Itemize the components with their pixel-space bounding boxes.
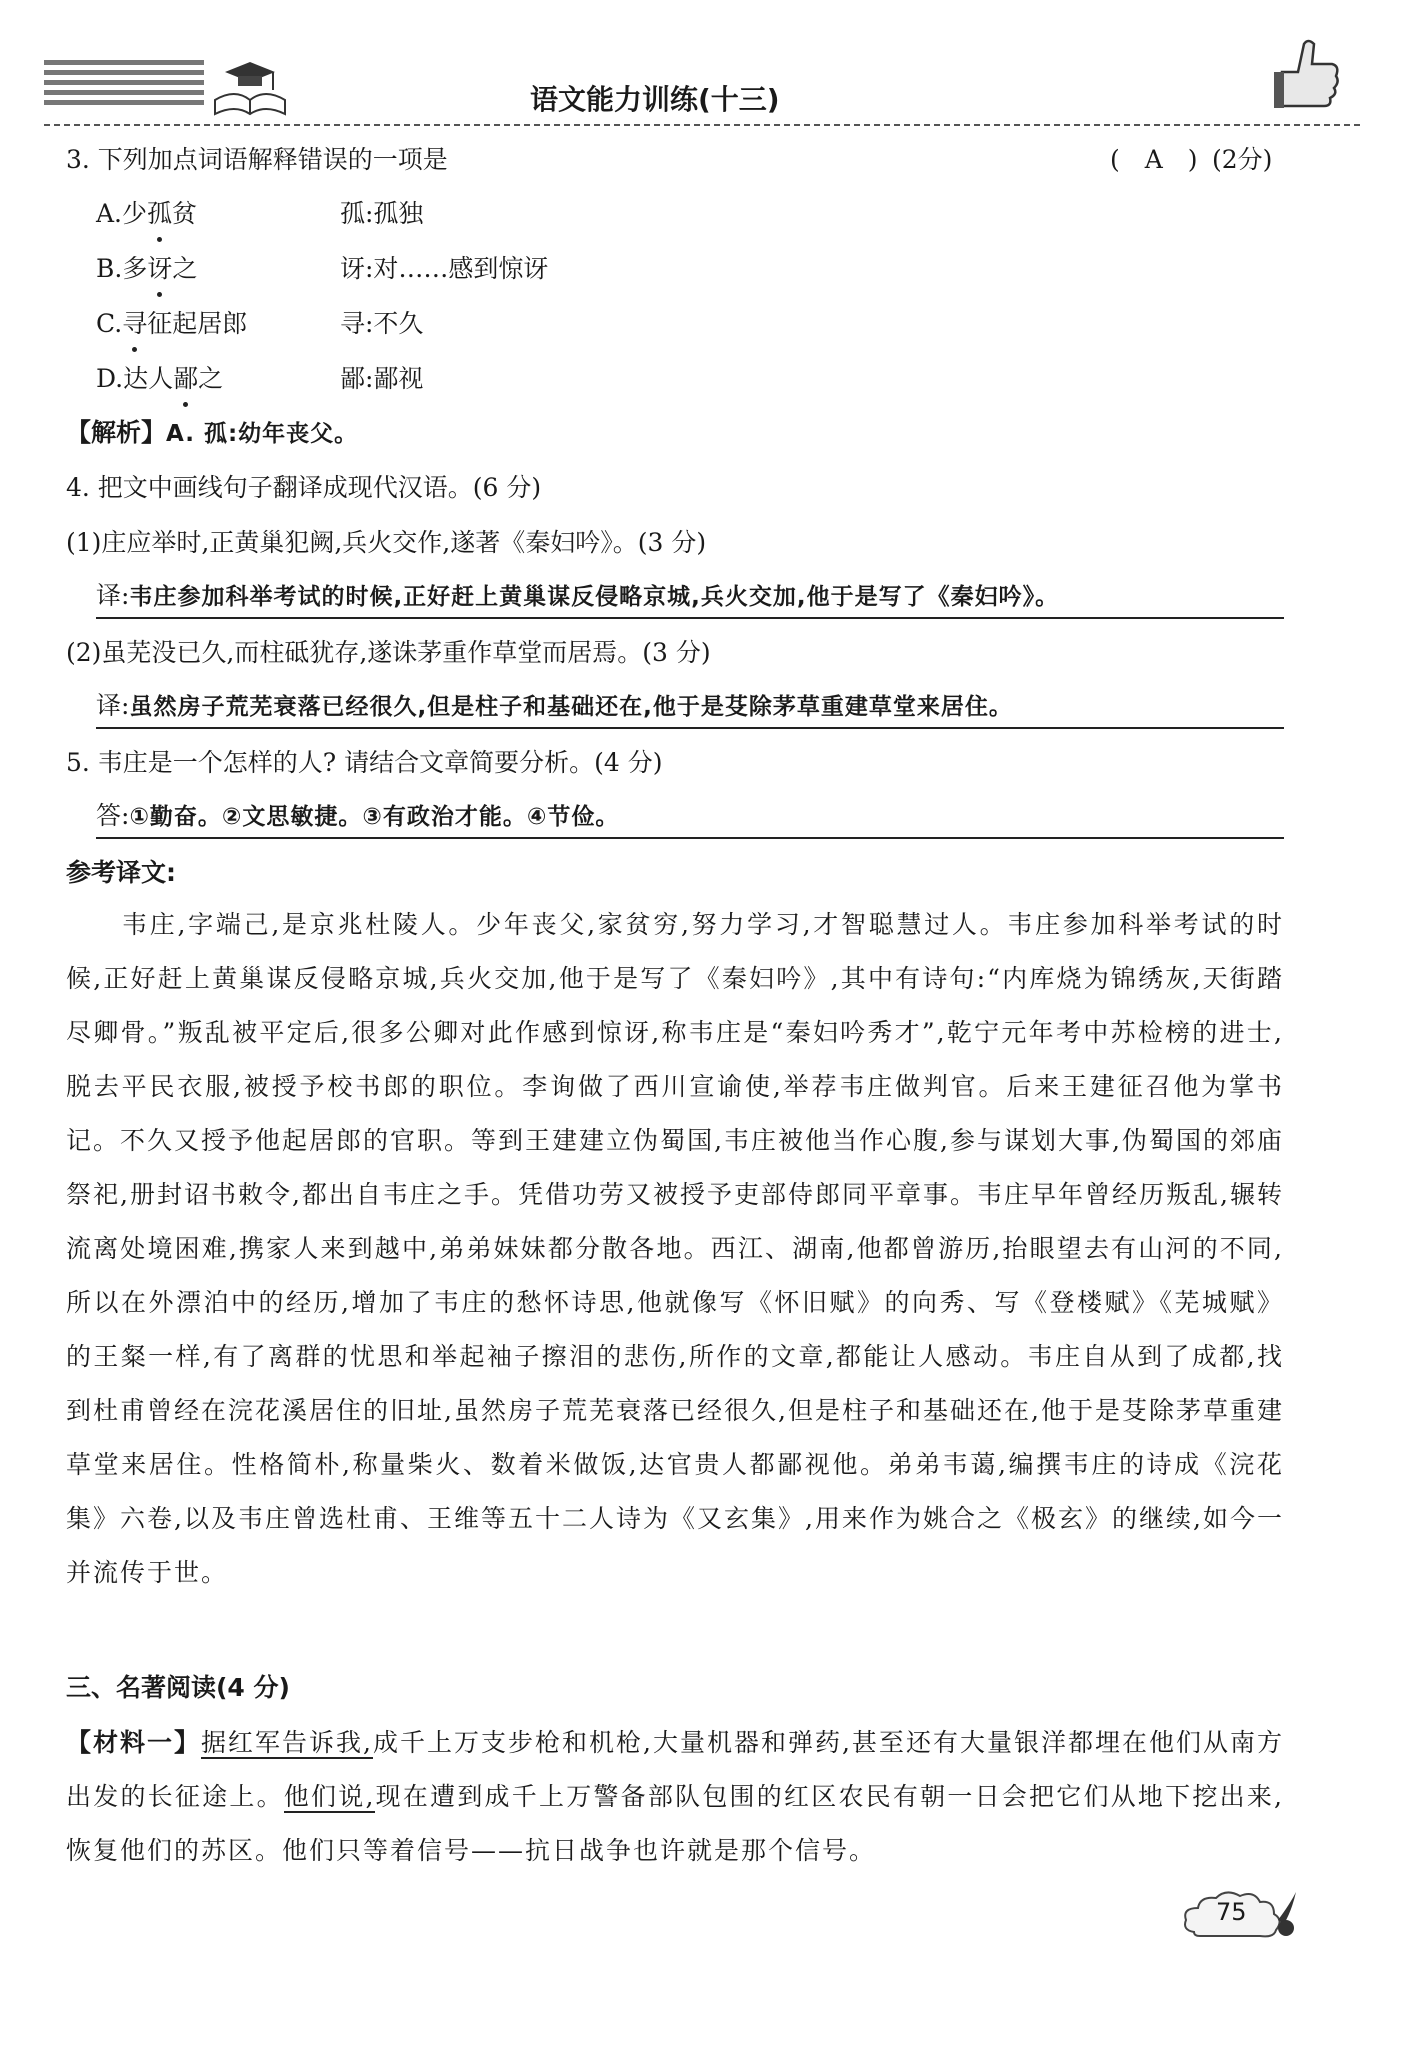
page-number: 75 (1216, 1898, 1247, 1926)
header-title: 语文能力训练(十三) (530, 83, 780, 116)
option-post: 之 (198, 364, 224, 393)
q3-option-a (96, 194, 197, 234)
option-post: 贫 (172, 199, 198, 228)
translation-label: 译: (96, 691, 130, 720)
option-pre: 多 (122, 254, 148, 283)
translation-text: 虽然房子荒芜衰落已经很久,但是柱子和基础还在,他于是芟除茅草重建草堂来居住。 (129, 694, 1013, 720)
option-letter: D. (96, 364, 124, 393)
q4-sentence-1: (1)庄应举时,正黄巢犯阙,兵火交作,遂著《秦妇吟》。(3 分) (66, 528, 707, 557)
q4-translation-1 (96, 576, 1284, 619)
page-number-badge (1180, 1884, 1300, 1946)
material-1-label: 【材料一】 (66, 1728, 202, 1757)
q5-stem: 5. 韦庄是一个怎样的人? 请结合文章简要分析。(4 分) (66, 748, 663, 777)
answer-text: ①勤奋。②文思敏捷。③有政治才能。④节俭。 (129, 804, 620, 830)
thumbs-up-icon (1268, 32, 1348, 116)
reference-text: 韦庄,字端己,是京兆杜陵人。少年丧父,家贫穷,努力学习,才智聪慧过人。韦庄参加科举考试的时候,正好赶上黄巢谋反侵略京城,兵火交加,他于是写了《秦妇吟》,其中有诗句:“内库烧为锦绣灰,天街踏尽卿骨。”叛乱被平定后,很多公卿对此作感到惊讶,称韦庄是“秦妇吟秀才”,乾宁元年考中苏检榜的进士,脱去平民衣服,被授予校书郎的职位。李询做了西川宣谕使,举荐韦庄做判官。后来王建征召他为掌书记。不久又授予他起居郎的官职。等到王建建立伪蜀国,韦庄被他当作心腹,参与谋划大事,伪蜀国的郊庙祭祀,册封诏书敕令,都出自韦庄之手。凭借功劳又被授予吏部侍郎同平章事。韦庄早年曾经历叛乱,辗转流离处境困难,携家人来到越中,弟弟妹妹都分散各地。西江、湖南,他都曾游历,抬眼望去有山河的不同,所以在外漂泊中的经历,增加了韦庄的愁怀诗思,他就像写《怀旧赋》的向秀、写《登楼赋》《芜城赋》的王粲一样,有了离群的忧思和举起袖子擦泪的悲伤,所作的文章,都能让人感动。韦庄自从到了成都,找到杜甫曾经在浣花溪居住的旧址,虽然房子荒芜衰落已经很久,但是柱子和基础还在,他于是芟除茅草重建草堂来居住。性格简朴,称量柴火、数着米做饭,达官贵人都鄙视他。弟弟韦蔼,编撰韦庄的诗成《浣花集》六卷,以及韦庄曾选杜甫、王维等五十二人诗为《又玄集》,用来作为姚合之《极玄》的继续,如今一并流传于世。 (66, 910, 1284, 1587)
q3-option-d (96, 359, 223, 399)
q3-analysis (66, 413, 358, 454)
answer-label: 答: (96, 801, 130, 830)
analysis-label: 【解析】 (66, 418, 167, 447)
q3-stem: 3. 下列加点词语解释错误的一项是 (66, 145, 448, 174)
material-1-underline-1: 据红军告诉我, (201, 1728, 373, 1757)
dotted-word: 寻 (122, 304, 147, 344)
q4-translation-2 (96, 686, 1284, 729)
option-post: 之 (172, 254, 198, 283)
graduation-cap-icon (205, 58, 295, 118)
option-letter: B. (96, 254, 123, 283)
option-pre: 少 (122, 199, 148, 228)
option-letter: C. (96, 309, 123, 338)
q3-option-c-gloss: 寻:不久 (340, 309, 424, 338)
translation-text: 韦庄参加科举考试的时候,正好赶上黄巢谋反侵略京城,兵火交加,他于是写了《秦妇吟》。 (129, 584, 1060, 610)
q3-option-d-gloss: 鄙:鄙视 (340, 364, 424, 393)
analysis-text: A. 孤:幼年丧父。 (166, 421, 359, 447)
header-dashed-rule (44, 124, 1360, 126)
material-1-text-2: 现在遭到成千上万警备部队包围的红区农民有朝一日会把它们从地下挖出来,恢复他们的苏区。他们只等着信号——抗日战争也许就是那个信号。 (66, 1782, 1284, 1865)
q3-answer: ( A ) (1110, 145, 1198, 174)
dotted-word: 鄙 (173, 359, 198, 399)
q3-option-b (96, 249, 197, 289)
material-1 (66, 1716, 1284, 1878)
dotted-word: 孤 (147, 194, 172, 234)
q3-score: (2分) (1212, 145, 1273, 174)
q3-option-b-gloss: 讶:对……感到惊讶 (340, 254, 549, 283)
q3-option-a-gloss: 孤:孤独 (340, 199, 424, 228)
reference-body (66, 898, 1284, 1600)
header-stripes (44, 60, 204, 110)
section-3-heading: 三、名著阅读(4 分) (66, 1673, 290, 1702)
q4-sentence-2: (2)虽芜没已久,而柱砥犹存,遂诛茅重作草堂而居焉。(3 分) (66, 638, 711, 667)
q4-stem: 4. 把文中画线句子翻译成现代汉语。(6 分) (66, 473, 542, 502)
reference-heading: 参考译文: (66, 858, 176, 887)
option-letter: A. (96, 199, 123, 228)
option-pre: 达人 (123, 364, 174, 393)
q3-option-c (96, 304, 247, 344)
option-post: 征起居郎 (147, 309, 248, 338)
material-1-underline-2: 他们说, (283, 1782, 376, 1811)
q5-answer (96, 796, 1284, 839)
translation-label: 译: (96, 581, 130, 610)
dotted-word: 讶 (147, 249, 172, 289)
material-1-text-1: 成千上万支步枪和机枪,大量机器和弹药,甚至还有大量银洋都埋在他们从南方出发的长征途上。 (66, 1728, 1284, 1811)
